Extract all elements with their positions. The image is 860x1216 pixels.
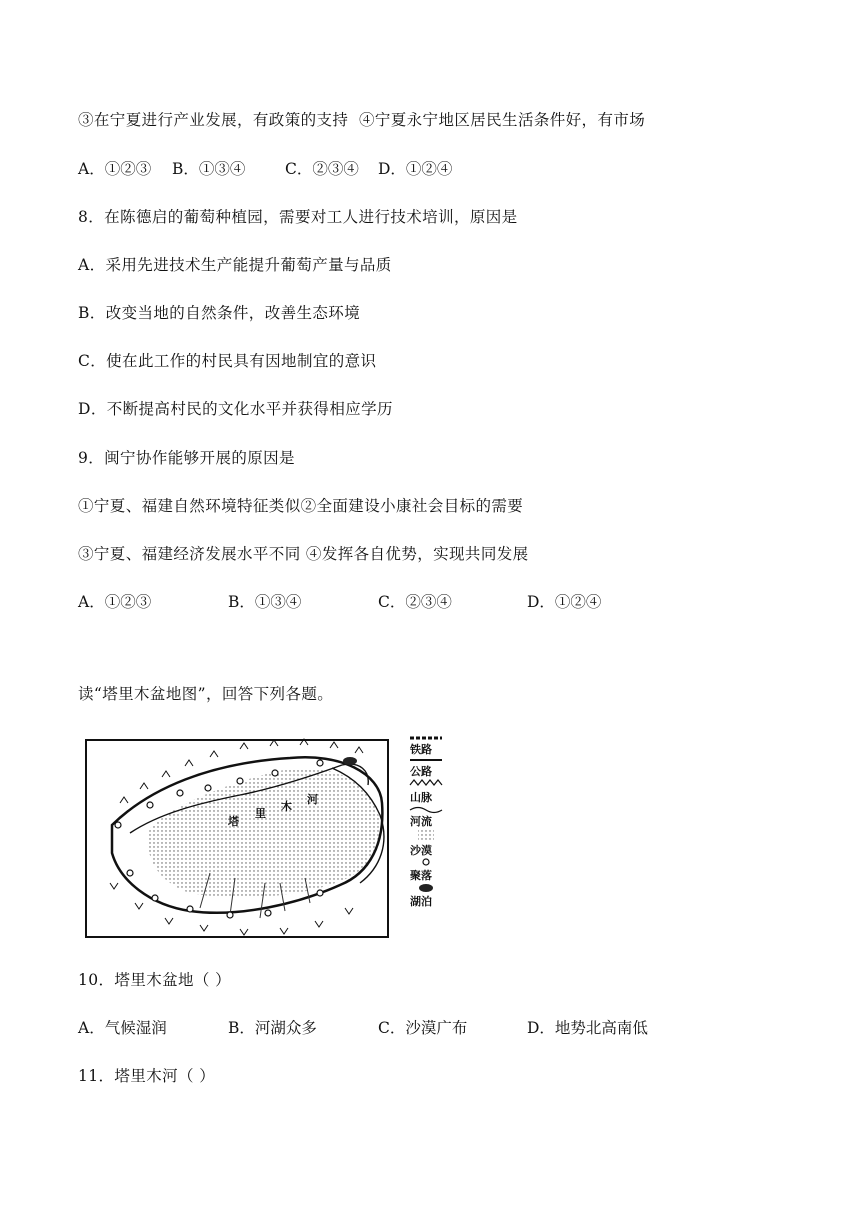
q8-option-b[interactable]: B．改变当地的自然条件，改善生态环境 — [78, 304, 361, 322]
q10-option-c[interactable]: C．沙漠广布 — [378, 1019, 468, 1037]
legend-settlement: 聚落 — [410, 869, 432, 882]
q7-option-c[interactable]: C．②③④ — [285, 160, 359, 178]
legend-river: 河流 — [410, 815, 432, 828]
q10-option-d[interactable]: D．地势北高南低 — [527, 1019, 648, 1037]
legend-desert: 沙漠 — [410, 844, 432, 857]
river-label-3: 木 — [281, 800, 292, 813]
reading-prompt: 读“塔里木盆地图”，回答下列各题。 — [78, 685, 334, 703]
q8-option-a[interactable]: A．采用先进技术生产能提升葡萄产量与品质 — [78, 256, 392, 274]
river-label-4: 河 — [307, 793, 318, 806]
tarim-basin-map — [80, 733, 452, 941]
q8-stem: 8．在陈德启的葡萄种植园，需要对工人进行技术培训，原因是 — [78, 208, 518, 226]
q7-statements: ③在宁夏进行产业发展，有政策的支持 ④宁夏永宁地区居民生活条件好，有市场 — [78, 111, 646, 129]
q9-stem: 9．闽宁协作能够开展的原因是 — [78, 449, 295, 467]
q10-option-a[interactable]: A．气候湿润 — [78, 1019, 167, 1037]
q8-option-d[interactable]: D．不断提高村民的文化水平并获得相应学历 — [78, 400, 393, 418]
q10-stem: 10．塔里木盆地（ ） — [78, 971, 232, 989]
q10-option-b[interactable]: B．河湖众多 — [228, 1019, 317, 1037]
river-label-1: 塔 — [228, 815, 239, 828]
q9-statements-2: ③宁夏、福建经济发展水平不同 ④发挥各自优势，实现共同发展 — [78, 545, 529, 563]
q7-option-d[interactable]: D．①②④ — [378, 160, 453, 178]
lake — [343, 757, 357, 765]
legend-road: 公路 — [410, 765, 432, 778]
q8-option-c[interactable]: C．使在此工作的村民具有因地制宜的意识 — [78, 352, 377, 370]
q7-option-a[interactable]: A．①②③ — [78, 160, 152, 178]
legend-lake: 湖泊 — [410, 895, 432, 908]
river-label-2: 里 — [255, 807, 266, 820]
q9-option-d[interactable]: D．①②④ — [527, 593, 602, 611]
q9-option-a[interactable]: A．①②③ — [78, 593, 152, 611]
q9-statements-1: ①宁夏、福建自然环境特征类似②全面建设小康社会目标的需要 — [78, 497, 524, 515]
map-legend — [409, 738, 442, 908]
q9-option-c[interactable]: C．②③④ — [378, 593, 452, 611]
q11-stem: 11．塔里木河（ ） — [78, 1067, 216, 1085]
legend-railway: 铁路 — [410, 743, 432, 756]
q7-option-b[interactable]: B．①③④ — [172, 160, 246, 178]
legend-mountain: 山脉 — [410, 791, 432, 804]
q9-option-b[interactable]: B．①③④ — [228, 593, 302, 611]
